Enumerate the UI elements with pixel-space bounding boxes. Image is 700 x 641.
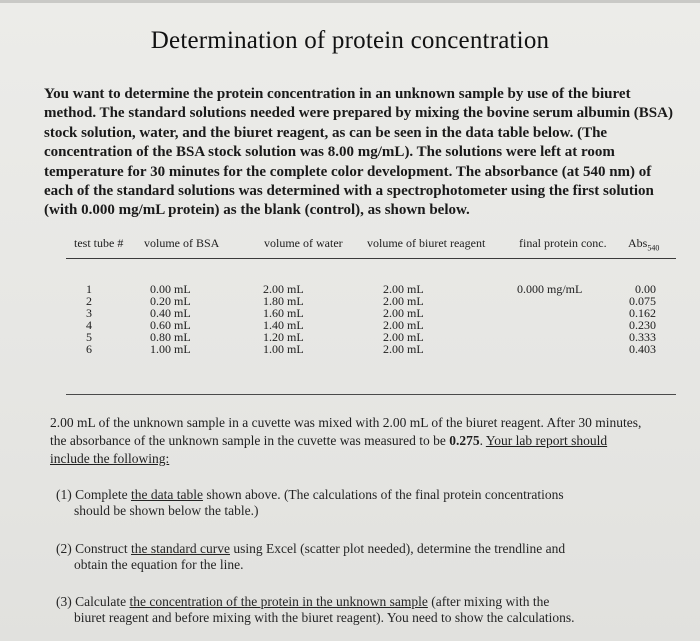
table-cell: 0.00 bbox=[635, 282, 656, 296]
table-body bbox=[66, 283, 676, 383]
stock-concentration: 8.00 mg/mL bbox=[327, 144, 405, 161]
task-2: (2) Construct the standard curve using Excel (scatter plot needed), determine the trendline and obtain the equation for the line. bbox=[56, 541, 656, 573]
table-cell bbox=[517, 307, 582, 319]
table-cell: 1.00 mL bbox=[150, 342, 191, 356]
task-3: (3) Calculate the concentration of the protein in the unknown sample (after mixing with the biuret reagent and before mixing with the biuret reagent). You need to show the calculations. bbox=[56, 594, 656, 626]
table-cell: 6 bbox=[86, 342, 92, 356]
unknown-text-2: . bbox=[479, 433, 486, 448]
table-cell: 2.00 mL bbox=[383, 294, 424, 308]
table-cell: 2.00 mL bbox=[263, 282, 304, 296]
table-cell: 1.40 mL bbox=[263, 318, 304, 332]
table-cell: 0.40 mL bbox=[150, 306, 191, 320]
task-1-link: the data table bbox=[130, 487, 203, 502]
table-cell: 1.60 mL bbox=[263, 306, 304, 320]
table-cell: 2.00 mL bbox=[383, 282, 424, 296]
task-1-cont: should be shown below the table.) bbox=[74, 503, 259, 518]
table-cell: 0.60 mL bbox=[150, 318, 191, 332]
table-cell: 0.00 mL bbox=[150, 282, 191, 296]
table-cell bbox=[517, 343, 582, 355]
table-cell: 0.20 mL bbox=[150, 294, 191, 308]
task-1: (1) Complete the data table shown above. (The calculations of the final protein concentrations should be shown below the table.) bbox=[56, 487, 656, 519]
table-cell bbox=[517, 295, 582, 307]
table-header bbox=[66, 236, 676, 256]
header-abs: Abs$_{540}$ bbox=[628, 236, 660, 253]
table-cell: 2.00 mL bbox=[383, 306, 424, 320]
task-2-cont: obtain the equation for the line. bbox=[74, 557, 244, 572]
col-abs bbox=[614, 283, 656, 355]
task-3-cont: biuret reagent and before mixing with the biuret reagent). You need to show the calculations. bbox=[74, 610, 575, 625]
col-final-conc bbox=[517, 283, 582, 355]
header-volume-biuret: volume of biuret reagent bbox=[367, 236, 486, 250]
col-volume-bsa bbox=[150, 283, 191, 355]
intro-text-1: You want to determine the protein concentration in an unknown sample by use of the biuret method. The standard solutions needed were prepared by mixing the bovine serum albumin (BSA) stock solution, water, and the biuret reagent, as can be seen in the data table below. (The concentration of the BSA stock solution was bbox=[44, 86, 673, 161]
table-cell: 1.00 mL bbox=[263, 342, 304, 356]
table-cell: 1 bbox=[86, 282, 92, 296]
header-final-conc: final protein conc. bbox=[519, 236, 607, 250]
table-cell: 4 bbox=[86, 318, 92, 332]
report-requirements: Your lab report should include the following: bbox=[50, 433, 608, 466]
table-cell bbox=[517, 331, 582, 343]
table-cell: 2.00 mL bbox=[383, 330, 424, 344]
header-volume-bsa: volume of BSA bbox=[144, 236, 220, 250]
table-cell: 0.075 bbox=[629, 294, 656, 308]
table-cell: 1.20 mL bbox=[263, 330, 304, 344]
header-volume-water: volume of water bbox=[264, 236, 343, 250]
table-bottom-rule bbox=[66, 394, 676, 395]
col-volume-water bbox=[263, 283, 304, 355]
table-cell: 0.80 mL bbox=[150, 330, 191, 344]
task-2-link: the standard curve bbox=[131, 541, 230, 556]
table-cell: 2.00 mL bbox=[383, 342, 424, 356]
page-title: Determination of protein concentration bbox=[150, 26, 550, 54]
unknown-paragraph bbox=[50, 414, 650, 468]
table-cell: 3 bbox=[86, 306, 92, 320]
table-cell: 1.80 mL bbox=[263, 294, 304, 308]
intro-text-2: ). The solutions were left at room temperature for 30 minutes for the complete color development. The absorbance (at 540 nm) of each of the standard solutions was determined with a spectrophotometer using the first solution (with 0.000 mg/mL protein) as the blank (control), as shown below. bbox=[44, 144, 654, 219]
table-cell bbox=[517, 319, 582, 331]
header-abs-sub: 540 bbox=[647, 243, 660, 253]
standards-table bbox=[66, 236, 676, 383]
table-top-rule bbox=[66, 258, 676, 259]
table-cell: 0.403 bbox=[629, 342, 656, 356]
table-cell: 0.162 bbox=[629, 306, 656, 320]
top-border bbox=[0, 0, 700, 3]
table-cell: 2.00 mL bbox=[383, 318, 424, 332]
table-cell: 2 bbox=[86, 294, 92, 308]
unknown-text-1: 2.00 mL of the unknown sample in a cuvette was mixed with 2.00 mL of the biuret reagent. After 30 minutes, the absorbance of the unknown sample in the cuvette was measured to be bbox=[50, 415, 642, 448]
col-volume-biuret bbox=[383, 283, 424, 355]
task-3-link: the concentration of the protein in the unknown sample bbox=[129, 594, 428, 609]
header-test-tube: test tube # bbox=[74, 236, 124, 250]
table-cell: 0.333 bbox=[629, 330, 656, 344]
col-test-tube bbox=[86, 283, 92, 355]
intro-paragraph bbox=[44, 85, 674, 221]
table-cell: 5 bbox=[86, 330, 92, 344]
table-cell: 0.230 bbox=[629, 318, 656, 332]
unknown-absorbance: 0.275 bbox=[449, 433, 480, 448]
table-cell: 0.000 mg/mL bbox=[517, 282, 583, 296]
